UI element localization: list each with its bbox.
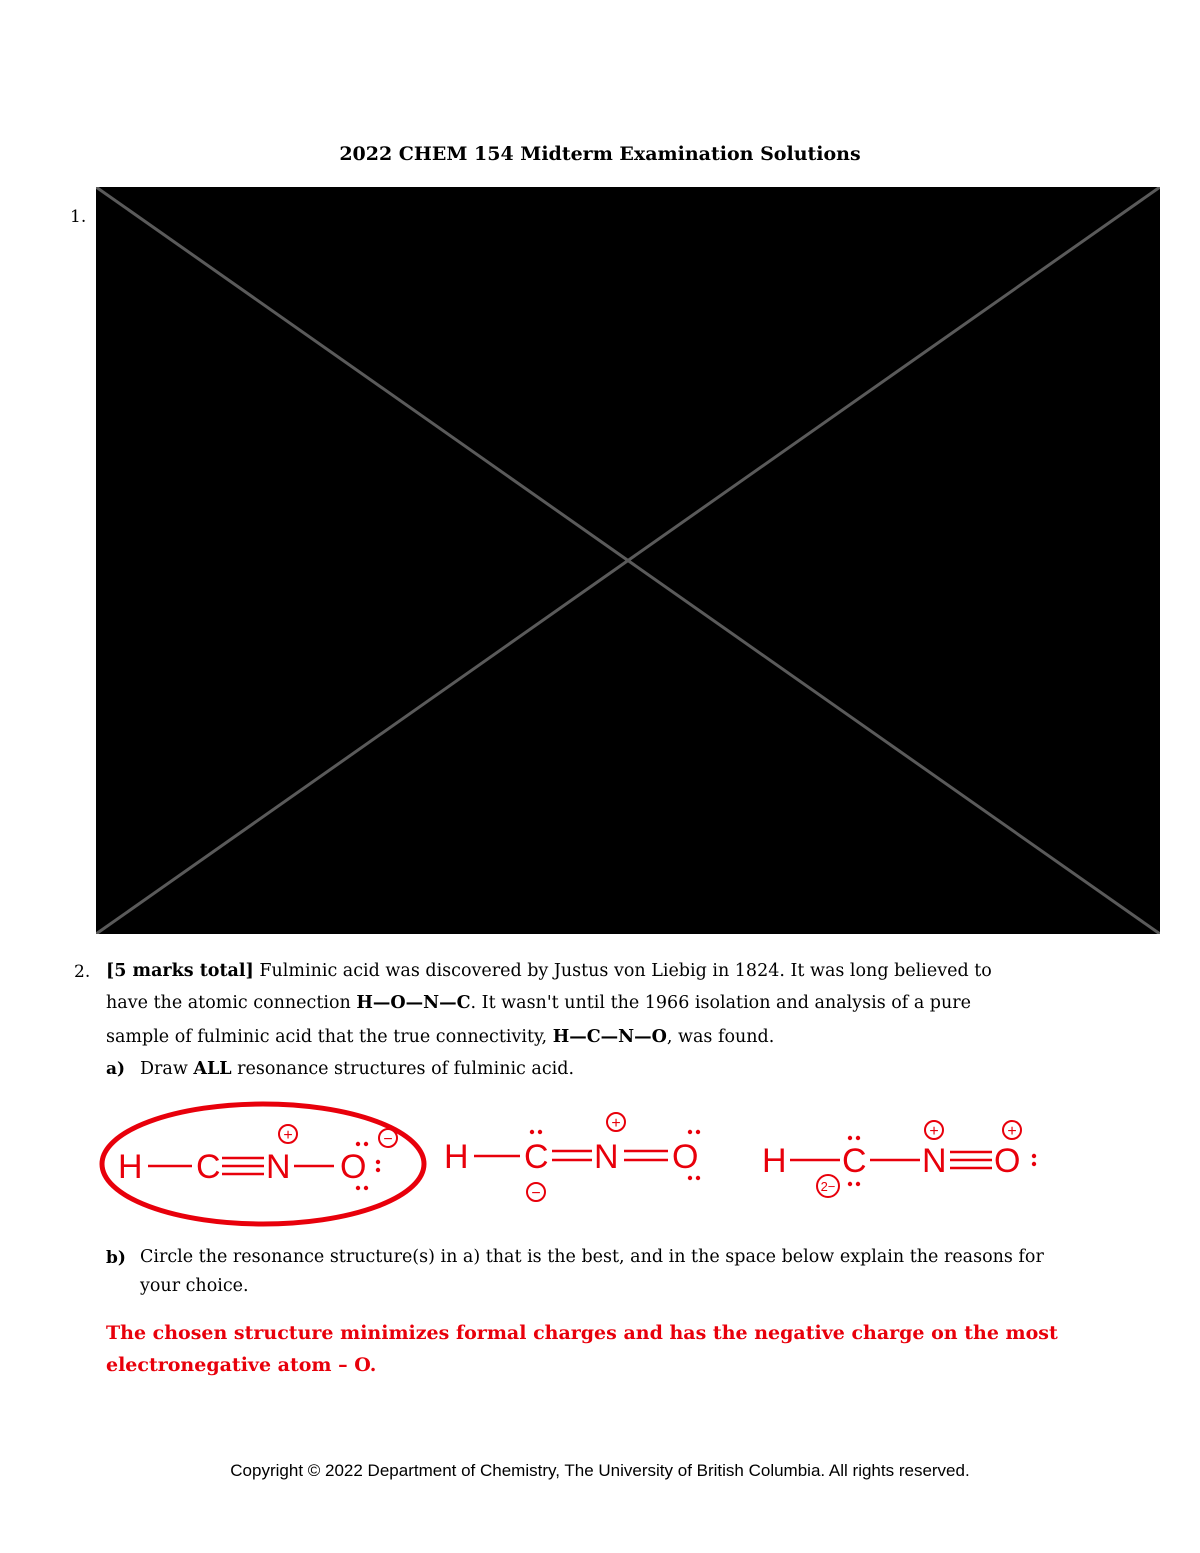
atom-c: C	[842, 1142, 867, 1180]
redacted-image-placeholder	[96, 187, 1160, 934]
part-a-text-bold: ALL	[193, 1059, 232, 1079]
best-structure-circle	[102, 1104, 424, 1224]
page-title: 2022 CHEM 154 Midterm Examination Solutions	[339, 143, 861, 165]
question-2-text-4: sample of fulminic acid that the true connectivity,	[106, 1027, 553, 1047]
atom-n: N	[922, 1142, 947, 1180]
resonance-structure-2	[444, 1113, 700, 1202]
part-a-label: a)	[106, 1059, 126, 1079]
question-2-text-3: . It wasn't until the 1966 isolation and analysis of a pure	[470, 993, 972, 1013]
charge-plus: +	[1007, 1123, 1017, 1140]
question-1-number: 1.	[70, 207, 87, 227]
atom-o: O	[340, 1148, 367, 1186]
atom-h: H	[444, 1138, 469, 1176]
answer-text-1: The chosen structure minimizes formal charges and has the negative charge on the most	[106, 1322, 1058, 1344]
charge-plus: +	[283, 1127, 293, 1144]
part-a-text-pre: Draw	[140, 1059, 194, 1079]
marks-label: [5 marks total]	[106, 961, 254, 981]
answer-text-2: electronegative atom – O.	[106, 1354, 377, 1376]
charge-minus: −	[383, 1131, 393, 1148]
copyright-footer: Copyright © 2022 Department of Chemistry, The University of British Columbia. All rights reserved.	[230, 1461, 970, 1480]
part-a-text	[140, 1059, 574, 1079]
question-2-text-2: have the atomic connection	[106, 993, 357, 1013]
charge-two-minus: 2−	[820, 1179, 836, 1194]
atom-o: O	[994, 1142, 1021, 1180]
question-2-text-5: , was found.	[666, 1027, 775, 1047]
resonance-structure-1	[102, 1104, 424, 1224]
part-a-text-post: resonance structures of fulminic acid.	[231, 1059, 575, 1079]
question-2-line-3	[106, 1027, 774, 1047]
atom-c: C	[524, 1138, 549, 1176]
resonance-structures-figure	[96, 1096, 1076, 1236]
atom-o: O	[672, 1138, 699, 1176]
charge-plus: +	[929, 1123, 939, 1140]
charge-minus: −	[531, 1185, 541, 1202]
part-b-text-1: Circle the resonance structure(s) in a) that is the best, and in the space below explain the reasons for	[140, 1247, 1044, 1267]
wrong-connectivity: H—O—N—C	[356, 993, 471, 1013]
atom-h: H	[118, 1148, 143, 1186]
charge-plus: +	[611, 1115, 621, 1132]
question-2-number: 2.	[74, 962, 91, 982]
atom-h: H	[762, 1142, 787, 1180]
part-b-text-2: your choice.	[140, 1276, 249, 1296]
atom-n: N	[266, 1148, 291, 1186]
atom-n: N	[594, 1138, 619, 1176]
question-2-text-1: Fulminic acid was discovered by Justus von Liebig in 1824. It was long believed to	[253, 961, 992, 981]
part-b-label: b)	[106, 1248, 126, 1268]
question-2-line-1	[106, 961, 992, 981]
true-connectivity: H—C—N—O	[552, 1027, 667, 1047]
question-2-line-2	[106, 993, 971, 1013]
atom-c: C	[196, 1148, 221, 1186]
resonance-structure-3	[762, 1121, 1036, 1197]
